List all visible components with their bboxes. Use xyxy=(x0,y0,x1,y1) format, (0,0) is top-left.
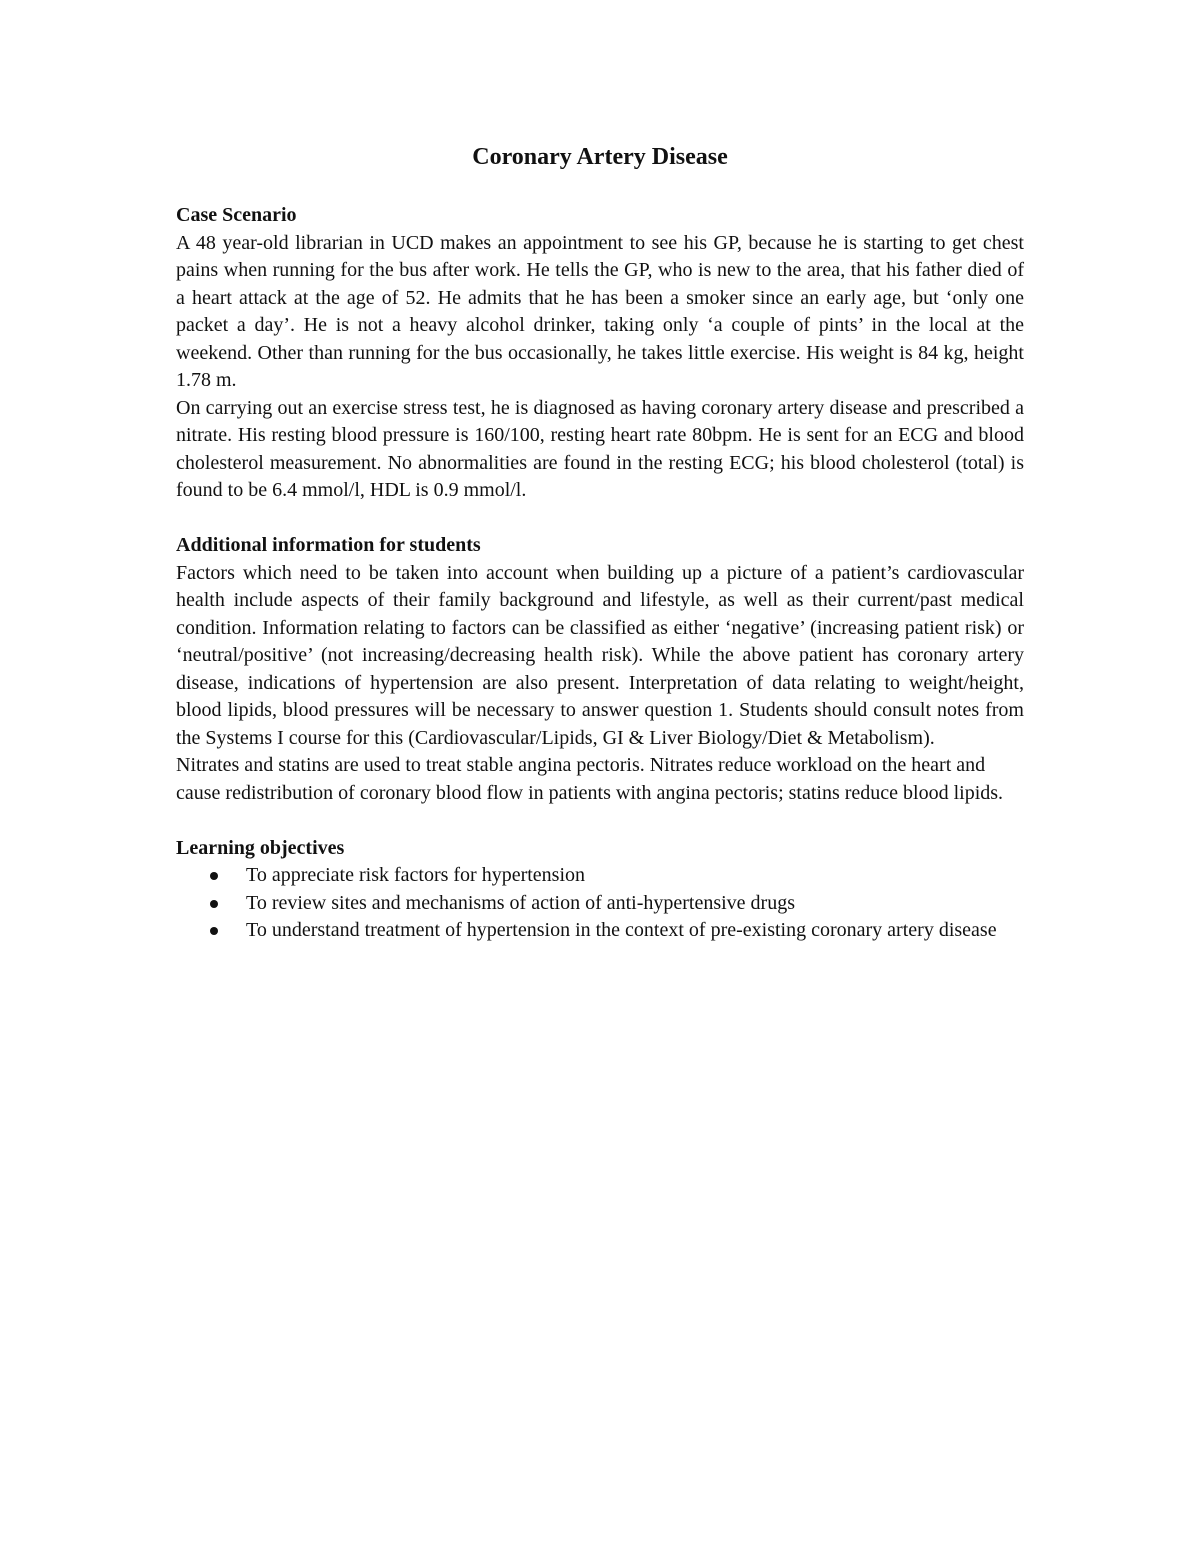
case-scenario-section xyxy=(176,202,1024,505)
objective-text: To understand treatment of hypertension in the context of pre-existing coronary artery disease xyxy=(246,919,997,941)
case-scenario-heading: Case Scenario xyxy=(176,204,297,226)
case-scenario-paragraph-2: On carrying out an exercise stress test, he is diagnosed as having coronary artery disease and prescribed a nitrate. His resting blood pressure is 160/100, resting heart rate 80bpm. He is sent for an ECG and blood cholesterol measurement. No abnormalities are found in the resting ECG; his blood cholesterol (total) is found to be 6.4 mmol/l, HDL is 0.9 mmol/l. xyxy=(176,396,1024,501)
bullet-icon xyxy=(210,872,218,880)
section-spacer xyxy=(176,807,1024,835)
additional-info-paragraph-2: Nitrates and statins are used to treat stable angina pectoris. Nitrates reduce workload on the heart and cause redistribution of coronary blood flow in patients with angina pectoris; statins reduce blood lipids. xyxy=(176,754,1004,804)
objective-text: To appreciate risk factors for hypertension xyxy=(246,864,586,886)
list-item xyxy=(176,890,1024,918)
additional-info-section xyxy=(176,532,1024,807)
bullet-icon xyxy=(210,927,218,935)
additional-info-heading: Additional information for students xyxy=(176,534,481,556)
page-title: Coronary Artery Disease xyxy=(472,144,728,170)
case-scenario-paragraph-1: A 48 year-old librarian in UCD makes an appointment to see his GP, because he is starting to get chest pains when running for the bus after work. He tells the GP, who is new to the area, that his father died of a heart attack at the age of 52. He admits that he has been a smoker since an early age, but ‘only one packet a day’. He is not a heavy alcohol drinker, taking only ‘a couple of pints’ in the local at the weekend. Other than running for the bus occasionally, he takes little exercise. His weight is 84 kg, height 1.78 m. xyxy=(176,231,1024,391)
section-spacer xyxy=(176,505,1024,533)
additional-info-paragraph-1: Factors which need to be taken into account when building up a picture of a patient’s cardiovascular health include aspects of their family background and lifestyle, as well as their current/past medical condition. Information relating to factors can be classified as either ‘negative’ (increasing patient risk) or ‘neutral/positive’ (not increasing/decreasing health risk). While the above patient has coronary artery disease, indications of hypertension are also present. Interpretation of data relating to weight/height, blood lipids, blood pressures will be necessary to answer question 1. Students should consult notes from the Systems I course for this (Cardiovascular/Lipids, GI & Liver Biology/Diet & Metabolism). xyxy=(176,561,1024,749)
learning-objectives-section xyxy=(176,835,1024,945)
bullet-icon xyxy=(210,900,218,908)
objective-text: To review sites and mechanisms of action of anti-hypertensive drugs xyxy=(246,891,796,914)
list-item xyxy=(176,862,1024,890)
document-page xyxy=(176,140,1024,945)
list-item xyxy=(176,917,1024,945)
learning-objectives-list xyxy=(176,862,1024,945)
learning-objectives-heading: Learning objectives xyxy=(176,836,345,859)
